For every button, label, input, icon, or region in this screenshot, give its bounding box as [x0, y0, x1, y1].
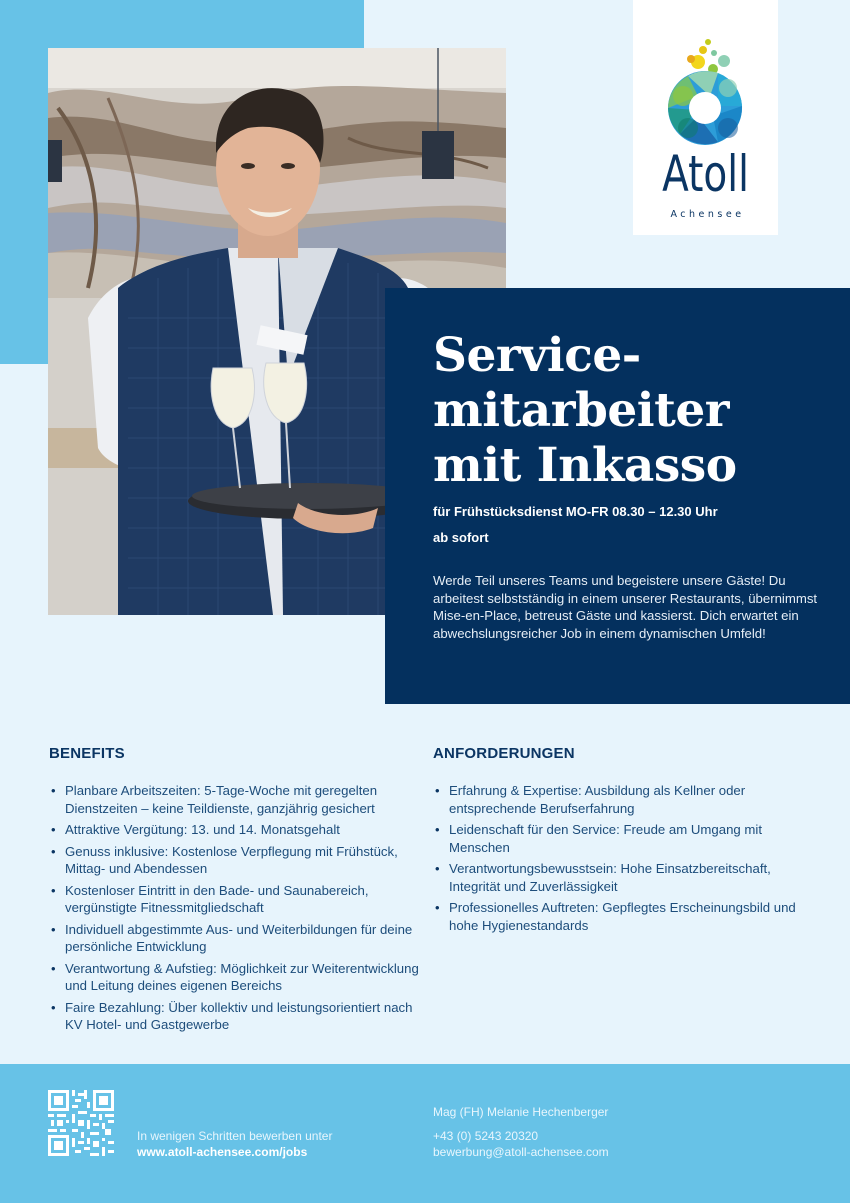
bullet-icon: • — [51, 882, 56, 898]
job-title-line: mitarbeiter — [433, 383, 730, 438]
job-start: ab sofort — [433, 530, 489, 545]
contact-info — [433, 1104, 609, 1160]
list-item — [49, 782, 419, 817]
list-item-text: Genuss inklusive: Kostenlose Verpflegung mit Frühstück, Mittag- und Abendessen — [65, 843, 398, 876]
list-item — [49, 960, 419, 995]
contact-email-link[interactable]: bewerbung@atoll-achensee.com — [433, 1145, 609, 1159]
bullet-icon: • — [51, 843, 56, 859]
bullet-icon: • — [51, 960, 56, 976]
list-item — [433, 782, 813, 817]
contact-phone-link[interactable]: +43 (0) 5243 20320 — [433, 1129, 539, 1143]
job-title-line: mit Inkasso — [433, 438, 737, 493]
bullet-icon: • — [435, 822, 440, 837]
list-item-text: Kostenloser Eintritt in den Bade- und Saunabereich, vergünstigte Fitnessmitgliedschaft — [65, 882, 369, 915]
list-item-text: Erfahrung & Expertise: Ausbildung als Kellner oder entsprechende Berufserfahrung — [449, 783, 746, 816]
list-item-text: Professionelles Auftreten: Gepflegtes Erscheinungsbild und hohe Hygienestandards — [449, 900, 796, 933]
bullet-icon: • — [51, 921, 56, 937]
list-item — [49, 843, 419, 878]
list-item-text: Verantwortungsbewusstsein: Hohe Einsatzbereitschaft, Integrität und Zuverlässigkeit — [449, 861, 771, 894]
list-item — [49, 999, 419, 1034]
list-item — [433, 821, 813, 856]
list-item — [49, 921, 419, 956]
requirements-section — [433, 745, 813, 938]
benefits-section — [49, 745, 419, 1038]
apply-url-link[interactable]: www.atoll-achensee.com/jobs — [137, 1145, 308, 1159]
list-item — [433, 860, 813, 895]
list-item — [433, 899, 813, 934]
qr-code-icon[interactable] — [48, 1090, 114, 1156]
atoll-logo — [633, 0, 778, 235]
requirements-heading: ANFORDERUNGEN — [433, 745, 575, 762]
job-title-line: Service- — [433, 328, 641, 383]
job-intro: Werde Teil unseres Teams und begeistere unsere Gäste! Du arbeitest selbstständig in einem unserer Restaurants, übernimmst Mise-en-Place, betreust Gäste und kassierst. Dich erwartet ein abwechslungsreicher Job in einem dynamischen Umfeld! — [433, 573, 818, 641]
job-title — [433, 328, 843, 493]
list-item-text: Leidenschaft für den Service: Freude am Umgang mit Menschen — [449, 822, 762, 855]
bullet-icon: • — [435, 783, 440, 798]
benefits-list — [49, 782, 419, 1034]
logo-wordmark: Atoll — [662, 145, 749, 203]
logo-subtitle: Achensee — [670, 209, 745, 220]
apply-info — [137, 1128, 332, 1160]
bullet-icon: • — [51, 999, 56, 1015]
bullet-icon: • — [51, 783, 56, 798]
list-item-text: Attraktive Vergütung: 13. und 14. Monatsgehalt — [65, 822, 340, 837]
list-item-text: Planbare Arbeitszeiten: 5-Tage-Woche mit geregelten Dienstzeiten – keine Teildienste, ganzjährig gesichert — [65, 783, 378, 816]
bullet-icon: • — [435, 900, 440, 915]
footer — [0, 1064, 850, 1203]
apply-text: In wenigen Schritten bewerben unter — [137, 1129, 333, 1143]
requirements-list — [433, 782, 813, 934]
contact-name: Mag (FH) Melanie Hechenberger — [433, 1105, 609, 1119]
list-item — [49, 821, 419, 839]
bullet-icon: • — [51, 822, 56, 837]
job-title-panel — [385, 288, 850, 704]
atoll-ring-icon — [658, 36, 753, 148]
job-schedule: für Frühstücksdienst MO-FR 08.30 – 12.30 Uhr — [433, 504, 718, 519]
benefits-heading: BENEFITS — [49, 745, 125, 762]
list-item — [49, 882, 419, 917]
list-item-text: Verantwortung & Aufstieg: Möglichkeit zur Weiterentwicklung und Leitung deines eigenen Bereichs — [65, 960, 419, 993]
list-item-text: Individuell abgestimmte Aus- und Weiterbildungen für deine persönliche Entwicklung — [65, 921, 413, 954]
bullet-icon: • — [435, 861, 440, 876]
list-item-text: Faire Bezahlung: Über kollektiv und leistungsorientiert nach KV Hotel- und Gastgewerbe — [65, 999, 413, 1032]
